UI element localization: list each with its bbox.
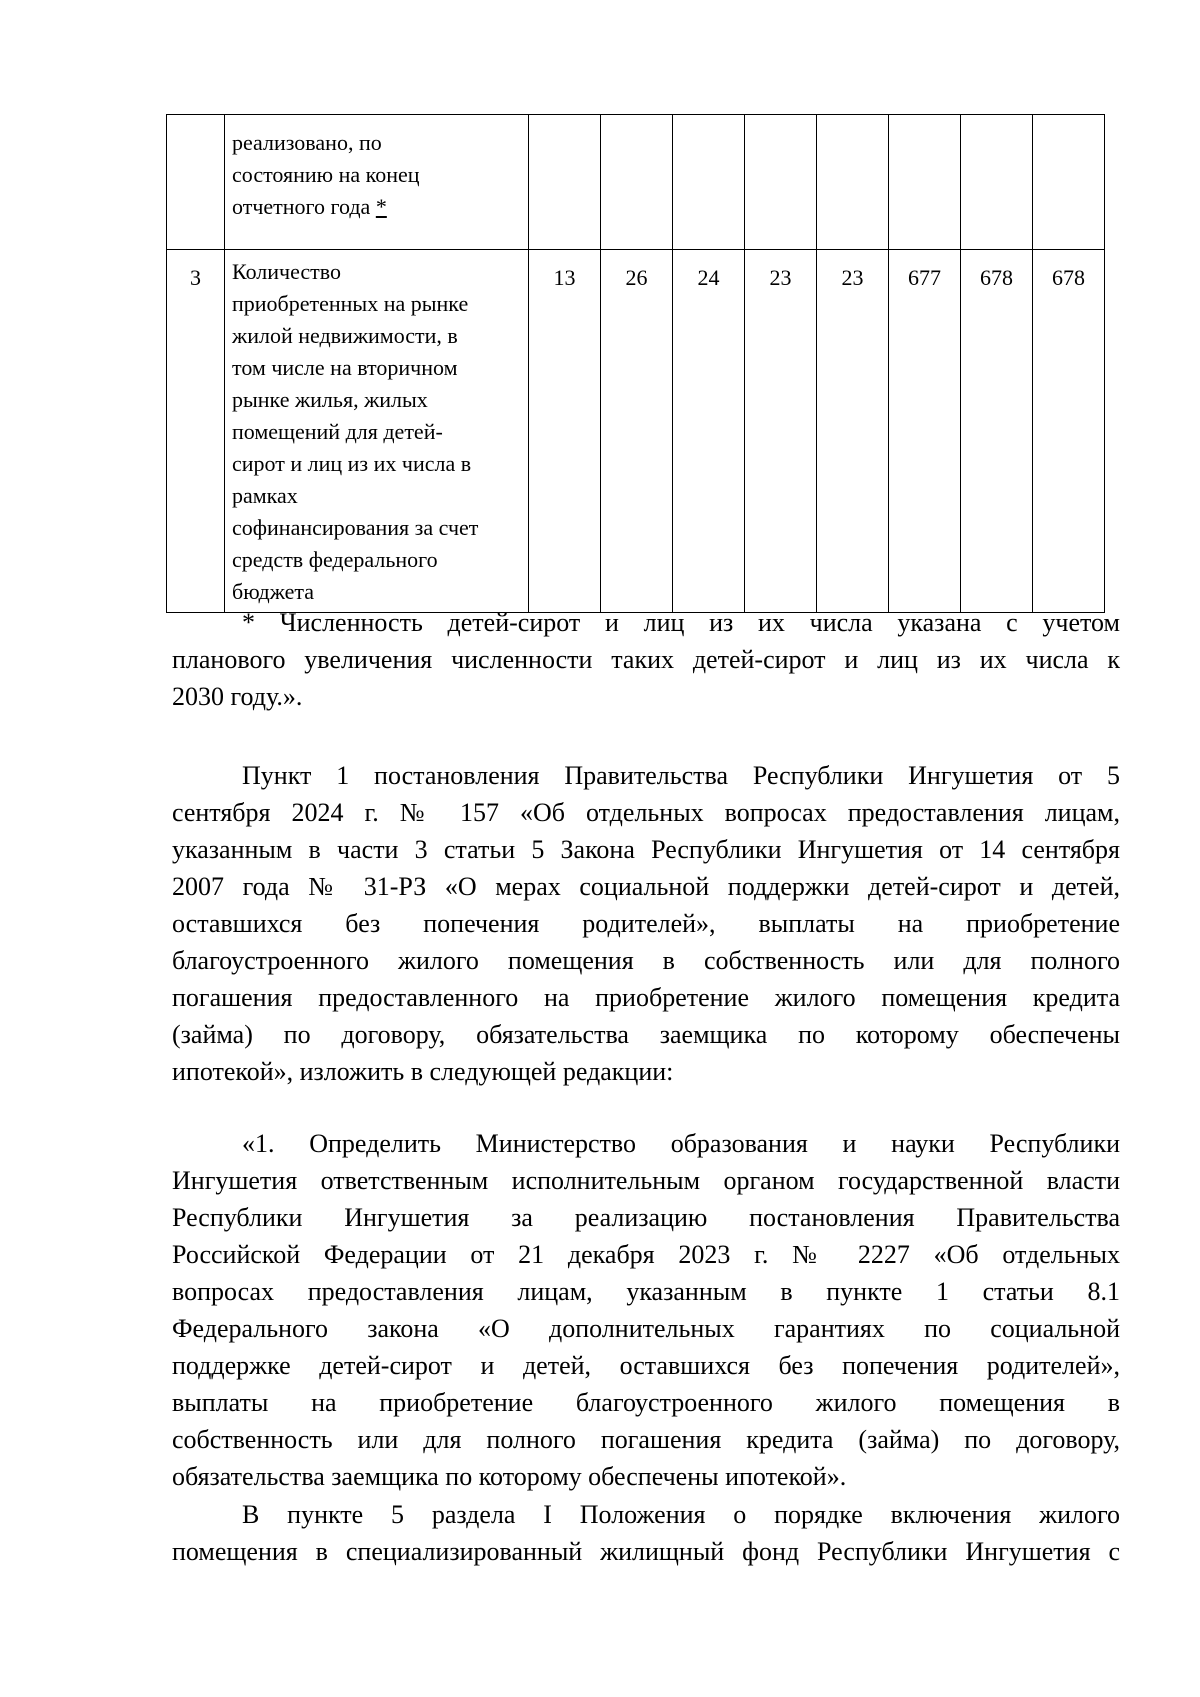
value-cell — [961, 115, 1033, 250]
value-cell — [529, 115, 601, 250]
paragraph-line: благоустроенного жилого помещения в собственность или для полного — [172, 946, 1120, 975]
indicator-name-line: состоянию на конец — [232, 162, 420, 187]
paragraph-line: вопросах предоставления лицам, указанным в пункте 1 статьи 8.1 — [172, 1277, 1120, 1306]
indicator-name-line: бюджета — [232, 579, 315, 604]
value-cell: 677 — [889, 250, 961, 613]
paragraph-line: помещения в специализированный жилищный фонд Республики Ингушетия с — [172, 1537, 1120, 1566]
paragraph-line: Ингушетия ответственным исполнительным органом государственной власти — [172, 1166, 1120, 1195]
paragraph-line: 2007 года № 31-РЗ «О мерах социальной поддержки детей-сирот и детей, — [172, 872, 1120, 901]
paragraph-line: погашения предоставленного на приобретение жилого помещения кредита — [172, 983, 1120, 1012]
indicators-table — [166, 114, 1105, 613]
amendment-paragraph-1 — [172, 757, 1120, 1090]
paragraph-line: (займа) по договору, обязательства заемщика по которому обеспечены — [172, 1020, 1120, 1049]
paragraph-line: Пункт 1 постановления Правительства Республики Ингушетия от 5 — [242, 761, 1120, 790]
row-number-cell — [167, 115, 225, 250]
paragraph-line: поддержке детей-сирот и детей, оставшихся без попечения родителей», — [172, 1351, 1120, 1380]
value-cell — [817, 115, 889, 250]
indicator-name-line: Количество — [232, 259, 342, 284]
value-cell: 23 — [817, 250, 889, 613]
value-cell: 13 — [529, 250, 601, 613]
value-cell: 678 — [961, 250, 1033, 613]
paragraph-line: * Численность детей-сирот и лиц из их числа указана с учетом — [242, 608, 1120, 637]
table-row — [167, 250, 1105, 613]
value-cell: 23 — [745, 250, 817, 613]
quoted-new-wording-paragraph — [172, 1125, 1120, 1495]
paragraph-line: сентября 2024 г. № 157 «Об отдельных вопросах предоставления лицам, — [172, 798, 1120, 827]
row-number-cell: 3 — [167, 250, 225, 613]
indicator-name-cell — [225, 115, 529, 250]
paragraph-line: ипотекой», изложить в следующей редакции: — [172, 1057, 674, 1086]
indicator-name-line: рынке жилья, жилых — [232, 387, 428, 412]
footnote-mark-link[interactable]: * — [375, 194, 387, 219]
indicator-name-line: помещений для детей- — [232, 419, 443, 444]
value-cell — [601, 115, 673, 250]
paragraph-line: планового увеличения численности таких детей-сирот и лиц из их числа к — [172, 645, 1120, 674]
paragraph-line: 2030 году.». — [172, 682, 303, 711]
paragraph-line: Российской Федерации от 21 декабря 2023 г. № 2227 «Об отдельных — [172, 1240, 1120, 1269]
paragraph-line: «1. Определить Министерство образования и науки Республики — [242, 1129, 1120, 1158]
indicator-name-line: средств федерального — [232, 547, 438, 572]
value-cell: 678 — [1033, 250, 1105, 613]
indicator-name-cell — [225, 250, 529, 613]
amendment-paragraph-5 — [172, 1496, 1120, 1570]
paragraph-line: указанным в части 3 статьи 5 Закона Республики Ингушетия от 14 сентября — [172, 835, 1120, 864]
paragraph-line: В пункте 5 раздела I Положения о порядке включения жилого — [242, 1500, 1120, 1529]
footnote-paragraph — [172, 604, 1120, 715]
indicator-name-line: приобретенных на рынке — [232, 291, 469, 316]
value-cell — [889, 115, 961, 250]
value-cell — [745, 115, 817, 250]
value-cell — [1033, 115, 1105, 250]
paragraph-line: оставшихся без попечения родителей», выплаты на приобретение — [172, 909, 1120, 938]
indicator-name-line: софинансирования за счет — [232, 515, 479, 540]
value-cell — [673, 115, 745, 250]
table-row — [167, 115, 1105, 250]
indicator-name-line: том числе на вторичном — [232, 355, 458, 380]
value-cell: 26 — [601, 250, 673, 613]
paragraph-line: выплаты на приобретение благоустроенного жилого помещения в — [172, 1388, 1120, 1417]
indicator-name-line: рамках — [232, 483, 298, 508]
paragraph-line: Республики Ингушетия за реализацию постановления Правительства — [172, 1203, 1120, 1232]
paragraph-line: собственность или для полного погашения кредита (займа) по договору, — [172, 1425, 1120, 1454]
indicator-name-line: жилой недвижимости, в — [232, 323, 458, 348]
indicator-name-line: отчетного года — [232, 194, 371, 219]
paragraph-line: обязательства заемщика по которому обеспечены ипотекой». — [172, 1462, 847, 1491]
value-cell: 24 — [673, 250, 745, 613]
paragraph-line: Федерального закона «О дополнительных гарантиях по социальной — [172, 1314, 1120, 1343]
indicator-name-line: реализовано, по — [232, 130, 382, 155]
indicator-name-line: сирот и лиц из их числа в — [232, 451, 472, 476]
